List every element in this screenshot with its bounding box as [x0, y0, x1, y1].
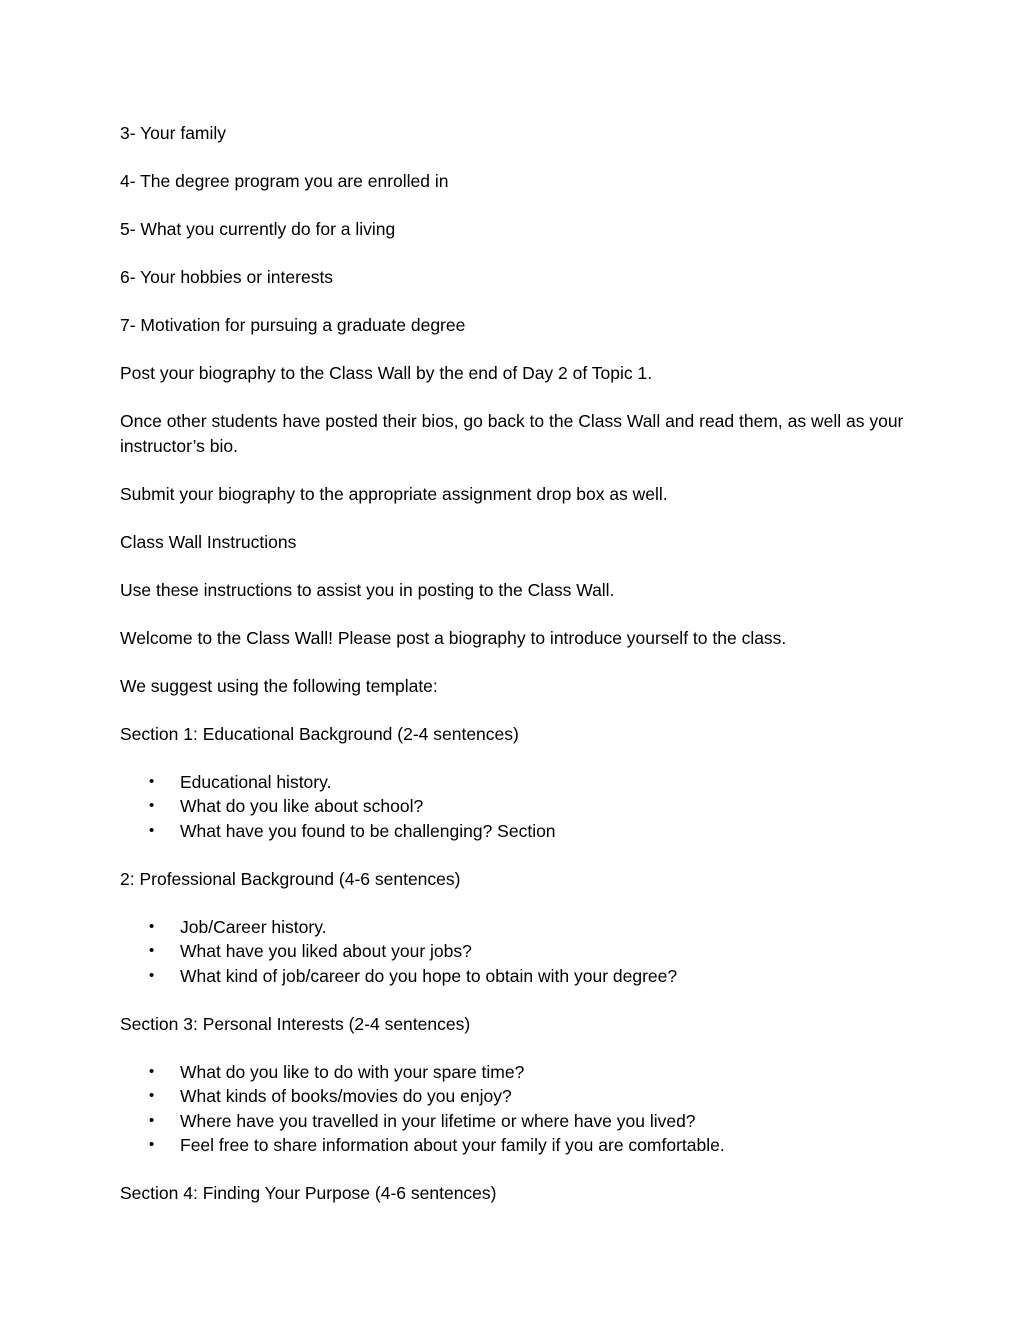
bullet-icon: • — [149, 1062, 155, 1080]
bullet-item — [120, 939, 910, 964]
bullet-text: What do you like about school? — [180, 796, 424, 816]
bullet-icon: • — [149, 1111, 155, 1129]
bullet-item — [120, 1060, 910, 1085]
section-1-bullet-list — [120, 770, 910, 844]
class-wall-heading: Class Wall Instructions — [120, 531, 297, 552]
bullet-text: Job/Career history. — [180, 916, 327, 937]
bullet-text: Educational history. — [180, 771, 332, 792]
bullet-item — [120, 794, 910, 819]
welcome-text: Welcome to the Class Wall! Please post a biography to introduce yourself to the class. — [120, 627, 787, 648]
section-4-heading: Section 4: Finding Your Purpose (4-6 sentences) — [120, 1183, 497, 1203]
bullet-item — [120, 915, 910, 940]
submit-instruction: Submit your biography to the appropriate assignment drop box as well. — [120, 483, 668, 504]
bullet-icon: • — [149, 917, 155, 935]
read-instruction: Once other students have posted their bios, go back to the Class Wall and read them, as well as your instructor’s bio. — [120, 411, 904, 456]
section-3-heading: Section 3: Personal Interests (2-4 sentences) — [120, 1013, 471, 1034]
template-intro: We suggest using the following template: — [120, 675, 438, 696]
list-item-occupation: 5- What you currently do for a living — [120, 219, 396, 239]
bullet-text: What do you like to do with your spare time? — [180, 1061, 525, 1082]
bullet-item — [120, 1133, 910, 1158]
bullet-text: What kinds of books/movies do you enjoy? — [180, 1086, 512, 1106]
section-2-bullet-list — [120, 915, 910, 989]
bullet-text: Feel free to share information about your family if you are comfortable. — [180, 1135, 725, 1155]
bullet-item — [120, 819, 910, 844]
section-2-heading: 2: Professional Background (4-6 sentences) — [120, 868, 461, 889]
section-1-heading: Section 1: Educational Background (2-4 sentences) — [120, 723, 519, 744]
post-instruction: Post your biography to the Class Wall by the end of Day 2 of Topic 1. — [120, 363, 653, 383]
bullet-text: Where have you travelled in your lifetime or where have you lived? — [180, 1110, 696, 1131]
bullet-text: What kind of job/career do you hope to obtain with your degree? — [180, 965, 678, 986]
bullet-icon: • — [149, 942, 155, 959]
bullet-item — [120, 770, 910, 795]
list-item-motivation: 7- Motivation for pursuing a graduate degree — [120, 315, 466, 335]
bullet-icon: • — [149, 772, 155, 790]
list-item-degree-program: 4- The degree program you are enrolled in — [120, 171, 449, 191]
list-item-hobbies: 6- Your hobbies or interests — [120, 267, 334, 287]
document-body — [120, 121, 910, 1229]
section-3-bullet-list — [120, 1060, 910, 1158]
bullet-icon: • — [149, 966, 155, 984]
bullet-item — [120, 964, 910, 989]
bullet-icon: • — [149, 1136, 155, 1153]
bullet-icon: • — [149, 797, 155, 814]
bullet-item — [120, 1109, 910, 1134]
list-item-family: 3- Your family — [120, 123, 227, 143]
bullet-icon: • — [149, 1087, 155, 1104]
bullet-item — [120, 1084, 910, 1109]
bullet-icon: • — [149, 821, 155, 839]
class-wall-intro: Use these instructions to assist you in posting to the Class Wall. — [120, 579, 615, 600]
bullet-text: What have you liked about your jobs? — [180, 941, 472, 961]
bullet-text: What have you found to be challenging? Section — [180, 820, 556, 841]
